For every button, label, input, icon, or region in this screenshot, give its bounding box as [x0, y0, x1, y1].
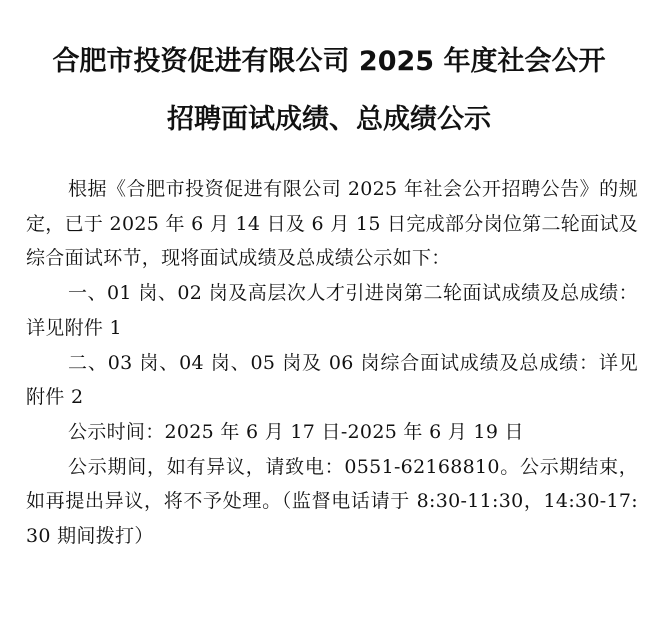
intro-paragraph: 根据《合肥市投资促进有限公司 2025 年社会公开招聘公告》的规定，已于 2025 年 6 月 14 日及 6 月 15 日完成部分岗位第二轮面试及综合面试环节，现将面试成绩及总成绩公示如下： [26, 178, 638, 270]
title-line-1: 合肥市投资促进有限公司 2025 年度社会公开 [52, 46, 606, 77]
notice-body [26, 172, 638, 554]
item-two-paragraph: 二、03 岗、04 岗、05 岗及 06 岗综合面试成绩及总成绩：详见附件 2 [26, 351, 638, 409]
publicity-period-paragraph: 公示时间：2025 年 6 月 17 日-2025 年 6 月 19 日 [68, 420, 524, 443]
item-one-paragraph: 一、01 岗、02 岗及高层次人才引进岗第二轮面试成绩及总成绩：详见附件 1 [26, 282, 638, 339]
objection-contact-paragraph: 公示期间，如有异议，请致电：0551-62168810。公示期结束，如再提出异议，将不予处理。（监督电话请于 8:30-11:30，14:30-17:30 期间拨打） [26, 455, 638, 548]
notice-title [0, 33, 658, 149]
title-line-2: 招聘面试成绩、总成绩公示 [167, 104, 491, 135]
